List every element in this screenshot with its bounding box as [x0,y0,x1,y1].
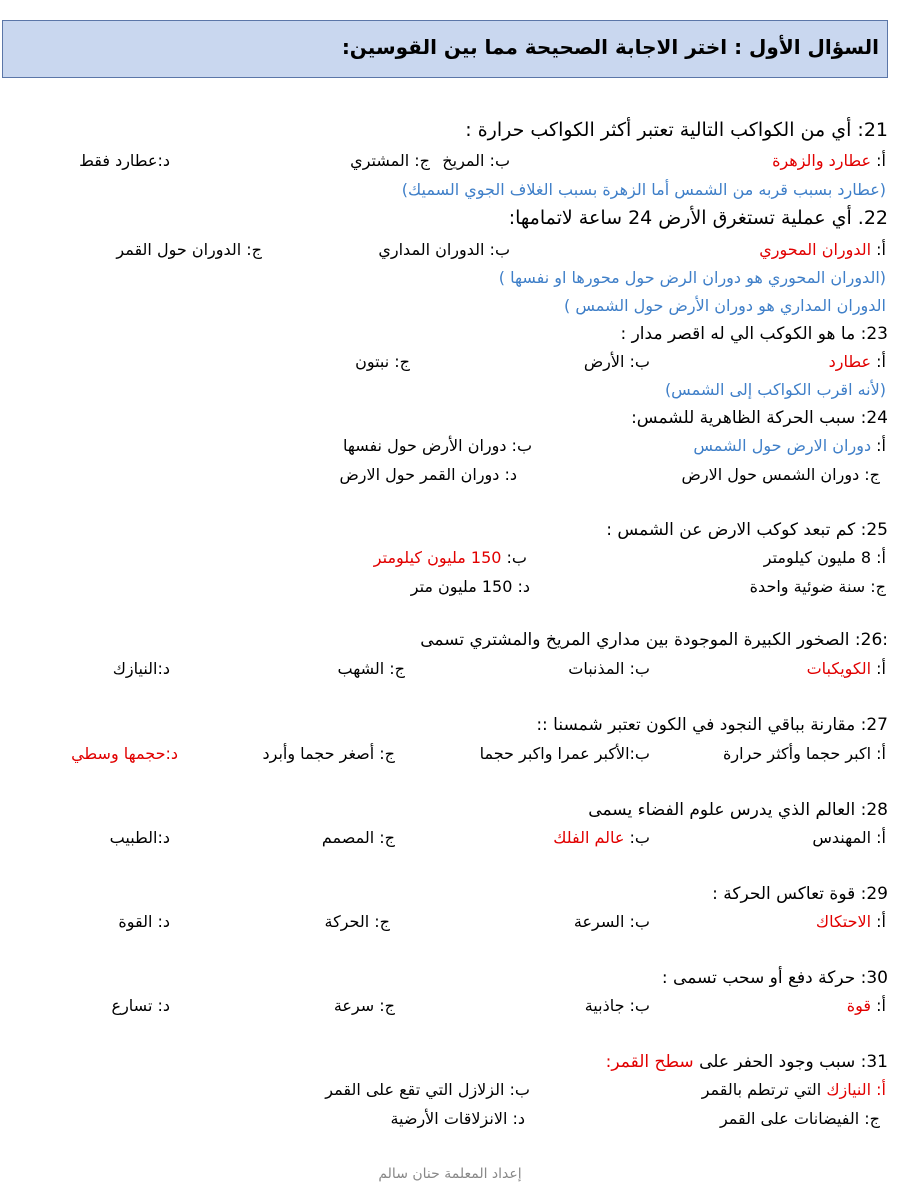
q27-question: 27: مقارنة بباقي النجود في الكون تعتبر شمسنا :: [536,715,888,735]
q31-correct-answer: أ: النيازك [826,1080,886,1099]
q26-option-a [807,659,886,679]
q23-question: 23: ما هو الكوكب الي له اقصر مدار : [620,324,888,344]
q22-correct-answer: الدوران المحوري [759,240,872,259]
q21-option-d: د:عطارد فقط [79,151,170,170]
q30-option-d: د: تسارع [111,996,170,1015]
section-title: السؤال الأول : اختر الاجابة الصحيحة مما بين القوسين: [341,35,879,59]
q21-option-c: ج: المشتري [350,151,430,170]
q23-option-a-prefix: أ: [871,352,886,371]
q29-correct-answer: الاحتكاك [815,912,872,931]
q31-question-highlight: سطح القمر: [605,1052,694,1072]
q25-question: 25: كم تبعد كوكب الارض عن الشمس : [606,520,888,540]
q31-option-c: ج: الفيضانات على القمر [719,1109,880,1128]
q24-option-a [693,436,886,456]
q25-option-c: ج: سنة ضوئية واحدة [749,577,886,596]
q29-option-a-prefix: أ: [871,912,886,931]
q24-option-c: ج: دوران الشمس حول الارض [681,465,880,484]
q31-option-d: د: الانزلاقات الأرضية [390,1109,525,1128]
q29-option-c: ج: الحركة [324,912,390,931]
q26-option-d: د:النيازك [112,659,170,678]
q24-question: 24: سبب الحركة الظاهرية للشمس: [631,408,888,428]
q21-note: (عطارد بسبب قربه من الشمس أما الزهرة بسبب الغلاف الجوي السميك) [401,180,886,199]
q22-option-a-prefix: أ: [871,240,886,259]
q22-option-b: ب: الدوران المداري [378,240,510,259]
q29-option-a [816,912,886,932]
q25-option-a: أ: 8 مليون كيلومتر [763,548,886,567]
q24-option-d: د: دوران القمر حول الارض [339,465,517,484]
q30-option-a [847,996,886,1016]
q25-option-b [374,548,527,568]
q30-option-a-prefix: أ: [871,996,886,1015]
q28-option-b [553,828,650,848]
q23-option-b: ب: الأرض [583,352,650,371]
q22-option-c: ج: الدوران حول القمر [116,240,262,259]
q30-correct-answer: قوة [846,996,872,1015]
q24-correct-answer: دوران الارض حول الشمس [693,436,872,455]
q30-option-b: ب: جاذبية [584,996,650,1015]
q31-option-b: ب: الزلازل التي تقع على القمر [325,1080,530,1099]
q21-question: 21: أي من الكواكب التالية تعتبر أكثر الكواكب حرارة : [465,119,888,141]
q23-option-c: ج: نبتون [355,352,410,371]
q21-option-b: ب: المريخ [442,151,510,170]
q22-option-a [759,240,886,260]
q27-option-a: أ: اكبر حجما وأكثر حرارة [723,744,886,763]
q21-correct-answer: عطارد والزهرة [772,151,872,170]
q23-option-a [829,352,886,372]
q31-option-a-rest: التي ترتطم بالقمر [701,1080,827,1099]
q31-question [606,1052,888,1072]
q30-question: 30: حركة دفع أو سحب تسمى : [661,968,888,988]
q28-option-b-prefix: ب: [624,828,650,847]
q28-option-c: ج: المصمم [321,828,395,847]
q27-option-c: ج: أصغر حجما وأبرد [262,744,395,763]
q27-correct-answer: د:حجمها وسطي [71,744,178,763]
q21-option-a [772,151,886,171]
q23-correct-answer: عطارد [828,352,872,371]
q25-option-b-prefix: ب: [501,548,527,567]
q22-question: 22. أي عملية تستغرق الأرض 24 ساعة لاتمامها: [508,207,888,229]
q28-question: 28: العالم الذي يدرس علوم الفضاء يسمى [588,800,888,820]
q24-option-b: ب: دوران الأرض حول نفسها [342,436,532,455]
q28-correct-answer: عالم الفلك [553,828,625,847]
q31-question-text: 31: سبب وجود الحفر على [693,1052,888,1072]
q29-option-b: ب: السرعة [573,912,650,931]
q26-question: :26: الصخور الكبيرة الموجودة بين مداري المريخ والمشتري تسمى [420,630,888,650]
q22-note-1: (الدوران المحوري هو دوران الرض حول محورها او نفسها ) [498,268,886,287]
q26-option-b: ب: المذنبات [568,659,650,678]
q26-option-c: ج: الشهب [337,659,405,678]
section-header [2,20,888,78]
q24-option-a-prefix: أ: [871,436,886,455]
q21-option-a-prefix: أ: [871,151,886,170]
q26-option-a-prefix: أ: [871,659,886,678]
q27-option-b: ب:الأكبر عمرا واكبر حجما [479,744,650,763]
q29-option-d: د: القوة [118,912,170,931]
q28-option-a: أ: المهندس [812,828,886,847]
q23-note: (لأنه اقرب الكواكب إلى الشمس) [664,380,886,399]
q28-option-d: د:الطبيب [109,828,170,847]
q31-option-a [702,1080,886,1100]
q26-correct-answer: الكويكبات [806,659,872,678]
q25-correct-answer: 150 مليون كيلومتر [373,548,502,567]
q22-note-2: الدوران المداري هو دوران الأرض حول الشمس ) [563,296,886,315]
q25-option-d: د: 150 مليون متر [410,577,530,596]
teacher-credit: إعداد المعلمة حنان سالم [378,1166,522,1182]
q30-option-c: ج: سرعة [333,996,395,1015]
q29-question: 29: قوة تعاكس الحركة : [712,884,888,904]
